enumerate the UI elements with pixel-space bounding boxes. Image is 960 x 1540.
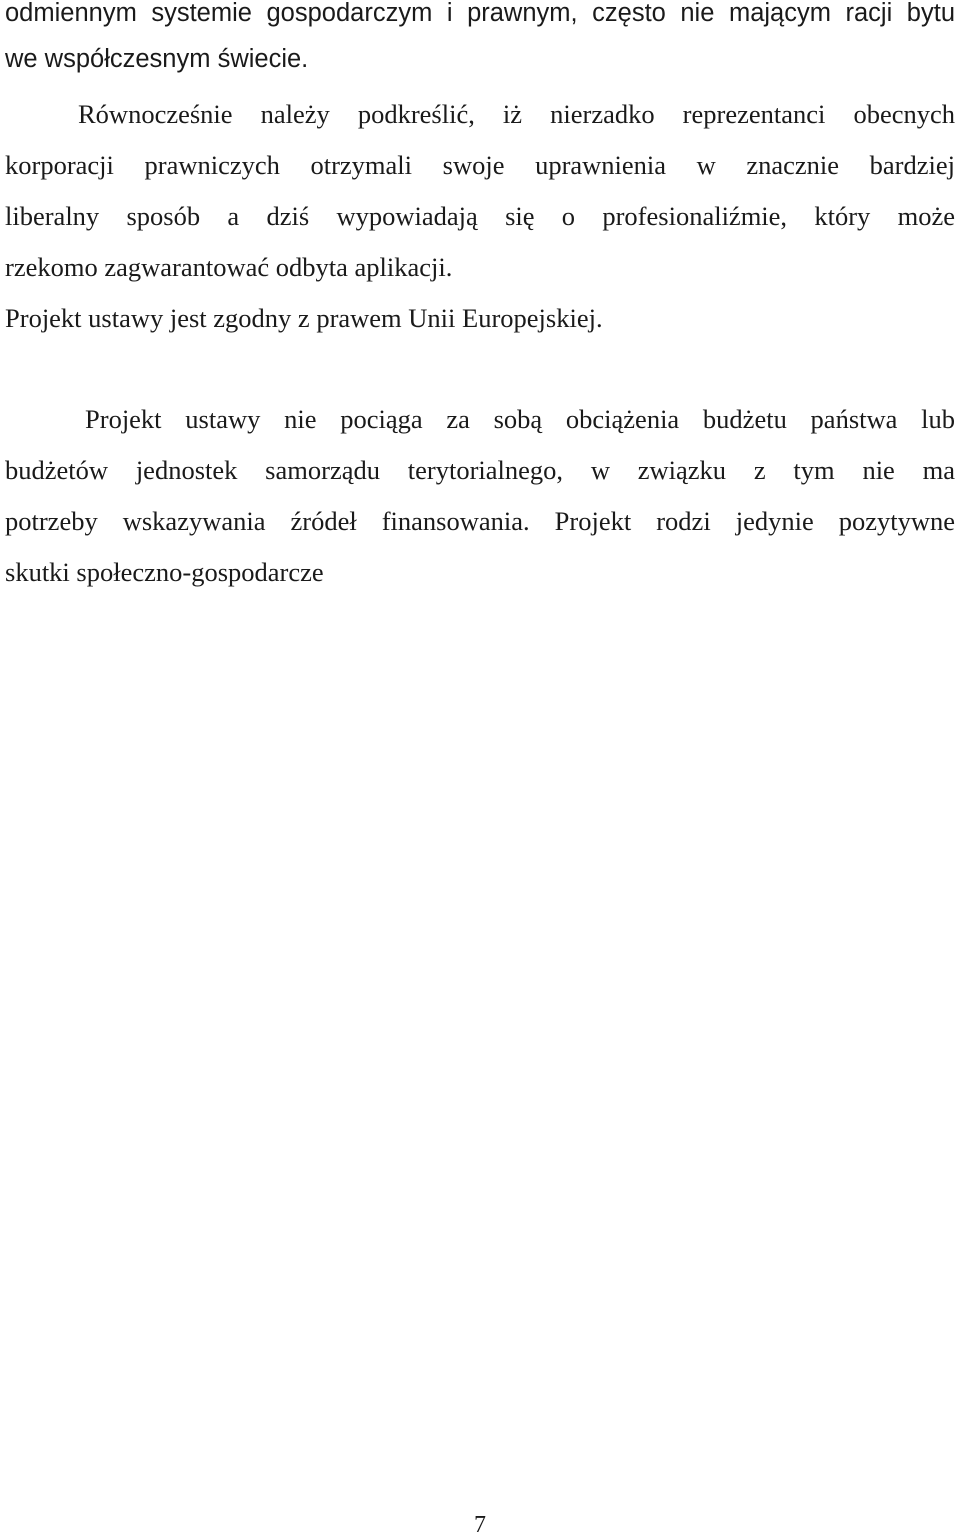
text-line: budżetów jednostek samorządu terytorialnego, w związku z tym nie ma (5, 455, 955, 485)
text-line: liberalny sposób a dziś wypowiadają się o profesionaliźmie, który może (5, 201, 955, 231)
text-line: rzekomo zagwarantować odbyta aplikacji. (5, 252, 453, 282)
page-number: 7 (474, 1512, 486, 1538)
text-line: Projekt ustawy nie pociąga za sobą obciążenia budżetu państwa lub (85, 404, 955, 434)
text-line: we współczesnym świecie. (5, 45, 309, 73)
text-line: skutki społeczno-gospodarcze (5, 557, 324, 587)
text-line: korporacji prawniczych otrzymali swoje uprawnienia w znacznie bardziej (5, 150, 955, 180)
text-line: odmiennym systemie gospodarczym i prawnym, często nie mającym racji bytu (5, 0, 955, 27)
text-line: Równocześnie należy podkreślić, iż nierzadko reprezentanci obecnych (78, 99, 955, 129)
text-line: potrzeby wskazywania źródeł finansowania. Projekt rodzi jedynie pozytywne (5, 506, 955, 536)
text-line: Projekt ustawy jest zgodny z prawem Unii Europejskiej. (5, 303, 603, 333)
